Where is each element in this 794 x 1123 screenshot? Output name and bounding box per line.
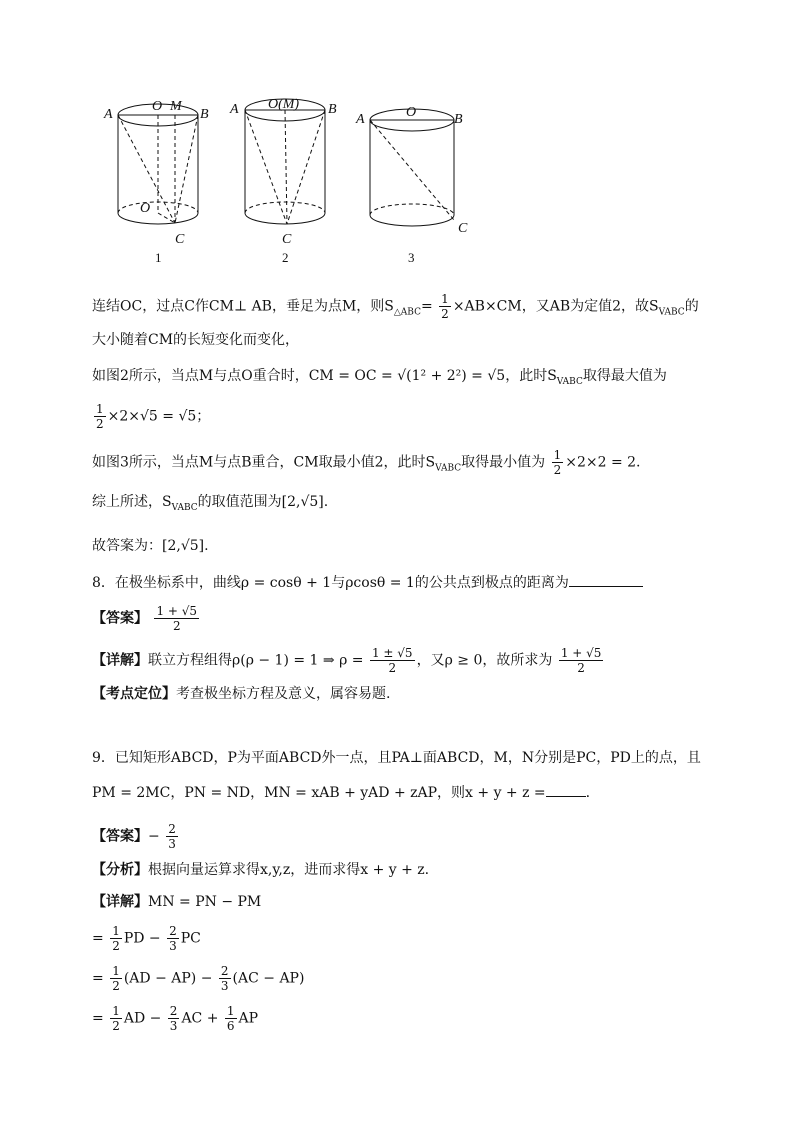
para-3: 如图2所示，当点M与点O重合时，CM = OC = √(1² + 2²) = √5，此时$S_{VABC}$取得最大值为 [92,368,667,387]
detail-9-step-1: = $\frac{1}{2}$ PD − $\frac{2}{3}$ PC [92,924,201,953]
para-2: 大小随着CM的长短变化而变化， [92,332,300,348]
fig3-label-A: A [356,112,365,127]
question-9-line-1: 9．已知矩形ABCD，P为平面ABCD外一点，且PA⊥面ABCD，M，N分别是PC，PD上的点，且 [92,750,701,766]
fig1-label-O2: O [140,201,151,216]
fig2-caption: 2 [282,250,289,265]
para-5: 如图3所示，当点M与点B重合，CM取最小值2，此时$S_{VABC}$取得最小值为 $\frac{1}{2}$ ×2×2 = 2. [92,448,641,477]
answer-blank-8 [569,572,643,587]
keypoint-8: 【考点定位】考查极坐标方程及意义，属容易题. [92,686,391,702]
question-9-line-2: PM = 2MC，PN = ND，MN = xAB + yAD + zAP，则x + y + z = . [92,782,590,803]
answer-9: 【答案】− $\frac{2}{3}$ [92,822,176,851]
fig1-caption: 1 [155,250,162,265]
fig1-label-O: O [152,99,163,114]
fig2-label-C: C [282,232,292,247]
detail-9-step-3: = $\frac{1}{2}$ AD − $\frac{2}{3}$ AC + $\frac{1}{6}$ AP [92,1004,259,1033]
detail-8: 【详解】联立方程组得ρ(ρ − 1) = 1 ⇒ ρ = $\frac{1 \pm √5}{2}$ ，又ρ ≥ 0，故所求为 $\frac{1 + √5}{2}$ [92,646,602,675]
fig3-label-O: O [406,105,417,120]
answer-blank-9 [546,782,586,797]
cylinder-figures-svg [100,90,500,270]
fig1-label-M: M [170,99,182,114]
para-6: 综上所述，$S_{VABC}$的取值范围为[2,√5]. [92,494,329,513]
figure-2 [245,99,325,224]
analysis-9: 【分析】根据向量运算求得x,y,z，进而求得x + y + z. [92,862,430,878]
fig1-label-C: C [175,232,185,247]
fig2-label-OM: O(M) [268,97,300,112]
fig3-caption: 3 [408,250,415,265]
figure-1 [118,104,198,224]
question-8: 8．在极坐标系中，曲线ρ = cosθ + 1与ρcosθ = 1的公共点到极点的距离为 [92,572,643,593]
fig2-label-B: B [328,102,337,117]
detail-9: 【详解】MN = PN − PM [92,894,262,910]
fig3-label-C: C [458,221,468,236]
fig2-label-A: A [230,102,239,117]
para-1: 连结OC，过点C作CM⊥ AB，垂足为点M，则$S_{\triangle ABC}=$ $\frac{1}{2}$ ×AB×CM，又AB为定值2，故$S_{VABC}$的 [92,292,699,321]
answer-8: 【答案】 $\frac{1 + √5}{2}$ [92,604,198,633]
fig1-label-A: A [104,107,113,122]
fig3-label-B: B [454,112,463,127]
figure-3 [370,109,454,226]
fig1-label-B: B [200,107,209,122]
cylinder-figures [100,90,500,270]
detail-9-step-2: = $\frac{1}{2}$ (AD − AP) − $\frac{2}{3}$ (AC − AP) [92,964,305,993]
para-7: 故答案为：[2,√5]. [92,538,209,554]
para-4: $\frac{1}{2}$ ×2×√5 = √5； [96,402,211,431]
